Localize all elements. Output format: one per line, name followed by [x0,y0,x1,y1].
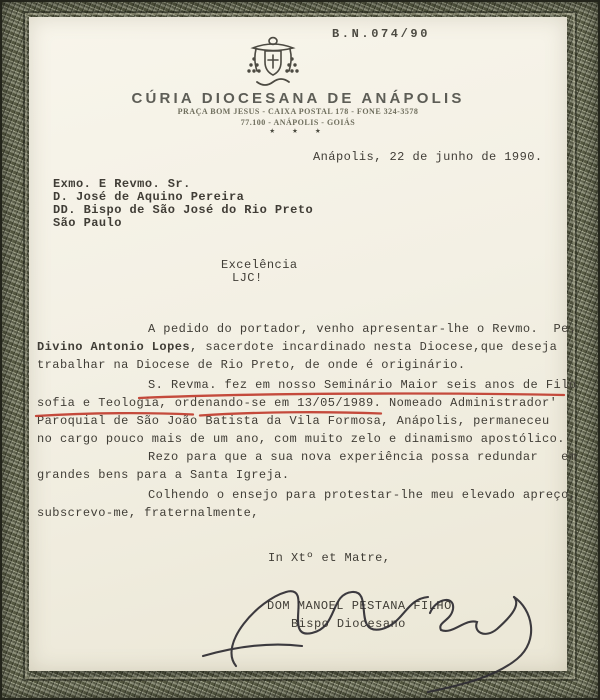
reference-number: B.N.074/90 [332,27,431,41]
recipient-line: Exmo. E Revmo. Sr. [53,177,191,191]
body-line: trabalhar na Diocese de Rio Preto, de onde é originário. [37,358,466,372]
signer-title: Bispo Diocesano [291,617,406,631]
body-line: grandes bens para a Santa Igreja. [37,468,290,482]
ljc-line: LJC! [232,271,263,285]
body-line: sofia e Teologia, ordenando-se em 13/05/1989. Nomeado Administrador' [37,396,558,410]
body-line: Paroquial de São João Batista da Vila Formosa, Anápolis, permaneceu [37,414,550,428]
letterhead-address-line: PRAÇA BOM JESUS - CAIXA POSTAL 178 - FONE 324-3578 [177,107,419,116]
closing-line: In Xtº et Matre, [268,551,391,565]
salutation-line: Excelência [221,258,298,272]
signer-name: DOM MANOEL PESTANA FILHO [267,599,452,613]
date-line: Anápolis, 22 de junho de 1990. [313,150,543,164]
body-line: subscrevo-me, fraternalmente, [37,506,259,520]
body-line [37,340,557,354]
priest-name: Divino Antonio Lopes [37,340,191,354]
recipient-line: São Paulo [53,216,122,230]
body-line: S. Revma. fez em nosso Seminário Maior seis anos de Filo [148,378,577,392]
body-line: Colhendo o ensejo para protestar-lhe meu elevado apreço, [148,488,577,502]
organization-name: CÚRIA DIOCESANA DE ANÁPOLIS [131,90,465,107]
letterhead-city-line: 77.100 - ANÁPOLIS - GOIÁS [240,118,356,127]
episcopal-crest-icon [244,34,302,88]
body-line: A pedido do portador, venho apresentar-lhe o Revmo. Pe. [148,322,577,336]
body-line-rest: , sacerdote incardinado nesta Diocese,que deseja [190,340,558,354]
stars-decoration: ★ ★ ★ [269,126,327,136]
recipient-line: DD. Bispo de São José do Rio Preto [53,203,314,217]
body-line: no cargo pouco mais de um ano, com muito zelo e dinamismo apostólico. [37,432,565,446]
body-line: Rezo para que a sua nova experiência possa redundar em [148,450,577,464]
recipient-line: D. José de Aquino Pereira [53,190,245,204]
